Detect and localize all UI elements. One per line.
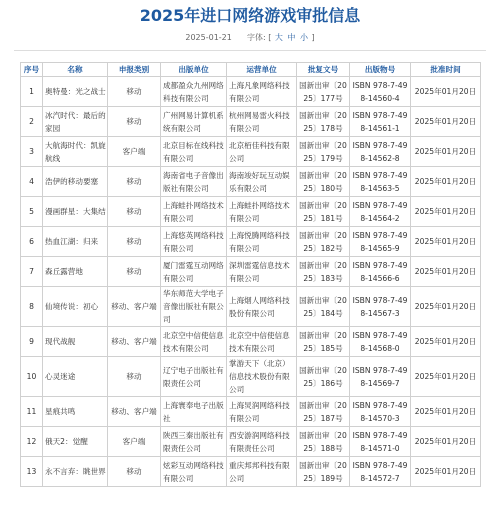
cell-isbn: ISBN 978-7-498-14566-6 <box>350 257 411 287</box>
approval-table <box>20 62 481 487</box>
cell-approval-date: 2025年01月20日 <box>411 357 481 397</box>
cell-index: 6 <box>21 227 43 257</box>
cell-index: 11 <box>21 397 43 427</box>
cell-operator: 海南竣好玩互动娱乐有限公司 <box>227 167 297 197</box>
cell-isbn: ISBN 978-7-498-14570-3 <box>350 397 411 427</box>
cell-operator: 上海蛙扑网络技术有限公司 <box>227 197 297 227</box>
table-row <box>21 357 481 397</box>
cell-approval-no: 国新出审〔2025〕178号 <box>297 107 350 137</box>
cell-publisher: 海南省电子音像出版社有限公司 <box>161 167 227 197</box>
table-row <box>21 77 481 107</box>
cell-index: 3 <box>21 137 43 167</box>
cell-name: 现代战舰 <box>43 327 108 357</box>
cell-isbn: ISBN 978-7-498-14562-8 <box>350 137 411 167</box>
cell-operator: 杭州网易雷火科技有限公司 <box>227 107 297 137</box>
cell-category: 客户端 <box>108 427 161 457</box>
cell-category: 移动 <box>108 257 161 287</box>
cell-approval-date: 2025年01月20日 <box>411 327 481 357</box>
cell-category: 移动 <box>108 197 161 227</box>
column-header-approval-no: 批复文号 <box>297 63 350 77</box>
cell-approval-no: 国新出审〔2025〕188号 <box>297 427 350 457</box>
font-size-bracket-close: ] <box>311 33 315 42</box>
cell-category: 移动 <box>108 457 161 487</box>
cell-publisher: 厦门雷霆互动网络有限公司 <box>161 257 227 287</box>
table-row <box>21 197 481 227</box>
cell-index: 12 <box>21 427 43 457</box>
cell-name: 永不言弃：眺世界 <box>43 457 108 487</box>
cell-publisher: 上海蛙扑网络技术有限公司 <box>161 197 227 227</box>
cell-operator: 深圳雷霆信息技术有限公司 <box>227 257 297 287</box>
cell-index: 1 <box>21 77 43 107</box>
cell-operator: 西安游润网络科技有限责任公司 <box>227 427 297 457</box>
column-header-name: 名称 <box>43 63 108 77</box>
cell-isbn: ISBN 978-7-498-14565-9 <box>350 227 411 257</box>
cell-isbn: ISBN 978-7-498-14560-4 <box>350 77 411 107</box>
page-title: 2025年进口网络游戏审批信息 <box>139 6 361 25</box>
cell-operator: 北京空中信使信息技术有限公司 <box>227 327 297 357</box>
cell-approval-date: 2025年01月20日 <box>411 397 481 427</box>
cell-publisher: 华东师范大学电子音像出版社有限公司 <box>161 287 227 327</box>
table-body <box>21 77 481 487</box>
cell-approval-no: 国新出审〔2025〕184号 <box>297 287 350 327</box>
cell-isbn: ISBN 978-7-498-14564-2 <box>350 197 411 227</box>
cell-index: 4 <box>21 167 43 197</box>
cell-publisher: 北京目标在线科技有限公司 <box>161 137 227 167</box>
cell-category: 移动 <box>108 107 161 137</box>
cell-publisher: 炫彩互动网络科技有限公司 <box>161 457 227 487</box>
font-size-large-option[interactable]: 大 <box>274 33 283 42</box>
cell-approval-date: 2025年01月20日 <box>411 427 481 457</box>
table-row <box>21 257 481 287</box>
column-header-operator: 运营单位 <box>227 63 297 77</box>
cell-index: 2 <box>21 107 43 137</box>
cell-category: 移动 <box>108 77 161 107</box>
cell-approval-date: 2025年01月20日 <box>411 107 481 137</box>
cell-isbn: ISBN 978-7-498-14569-7 <box>350 357 411 397</box>
column-header-approval-date: 批准时间 <box>411 63 481 77</box>
cell-approval-no: 国新出审〔2025〕185号 <box>297 327 350 357</box>
cell-isbn: ISBN 978-7-498-14561-1 <box>350 107 411 137</box>
cell-approval-no: 国新出审〔2025〕189号 <box>297 457 350 487</box>
table-row <box>21 287 481 327</box>
column-header-category: 申报类别 <box>108 63 161 77</box>
font-size-bracket-open: [ <box>268 33 272 42</box>
cell-name: 俄天2：觉醒 <box>43 427 108 457</box>
cell-name: 冰汽时代：最后的家园 <box>43 107 108 137</box>
cell-index: 9 <box>21 327 43 357</box>
cell-name: 热血江湖：归来 <box>43 227 108 257</box>
cell-approval-date: 2025年01月20日 <box>411 287 481 327</box>
cell-operator: 上海悦腾网络科技有限公司 <box>227 227 297 257</box>
cell-name: 森丘露营地 <box>43 257 108 287</box>
cell-name: 仙境传说：初心 <box>43 287 108 327</box>
cell-name: 漫画群星：大集结 <box>43 197 108 227</box>
cell-approval-no: 国新出审〔2025〕183号 <box>297 257 350 287</box>
divider <box>14 50 486 51</box>
font-size-medium-option[interactable]: 中 <box>287 33 296 42</box>
publish-date: 2025-01-21 <box>185 33 232 42</box>
cell-publisher: 成都盈众九州网络科技有限公司 <box>161 77 227 107</box>
cell-operator: 北京栢佳科技有限公司 <box>227 137 297 167</box>
cell-index: 13 <box>21 457 43 487</box>
cell-index: 8 <box>21 287 43 327</box>
cell-publisher: 北京空中信使信息技术有限公司 <box>161 327 227 357</box>
cell-name: 星痕共鸣 <box>43 397 108 427</box>
font-size-small-option[interactable]: 小 <box>299 33 308 42</box>
article-meta <box>0 32 500 44</box>
cell-category: 移动、客户端 <box>108 327 161 357</box>
cell-approval-no: 国新出审〔2025〕180号 <box>297 167 350 197</box>
cell-approval-no: 国新出审〔2025〕187号 <box>297 397 350 427</box>
cell-name: 大航海时代：凯旋航线 <box>43 137 108 167</box>
cell-index: 10 <box>21 357 43 397</box>
table-row <box>21 327 481 357</box>
cell-approval-date: 2025年01月20日 <box>411 457 481 487</box>
cell-isbn: ISBN 978-7-498-14568-0 <box>350 327 411 357</box>
table-header-row <box>21 63 481 77</box>
table-row <box>21 167 481 197</box>
cell-approval-no: 国新出审〔2025〕186号 <box>297 357 350 397</box>
cell-operator: 上海烟人网络科技股份有限公司 <box>227 287 297 327</box>
cell-name: 奥特曼：光之战士 <box>43 77 108 107</box>
cell-isbn: ISBN 978-7-498-14571-0 <box>350 427 411 457</box>
table-row <box>21 397 481 427</box>
cell-approval-no: 国新出审〔2025〕181号 <box>297 197 350 227</box>
column-header-isbn: 出版物号 <box>350 63 411 77</box>
cell-isbn: ISBN 978-7-498-14572-7 <box>350 457 411 487</box>
cell-publisher: 陕西三秦出版社有限责任公司 <box>161 427 227 457</box>
cell-approval-date: 2025年01月20日 <box>411 167 481 197</box>
table-row <box>21 227 481 257</box>
table-row <box>21 107 481 137</box>
cell-isbn: ISBN 978-7-498-14567-3 <box>350 287 411 327</box>
cell-isbn: ISBN 978-7-498-14563-5 <box>350 167 411 197</box>
cell-approval-date: 2025年01月20日 <box>411 77 481 107</box>
cell-publisher: 辽宁电子出版社有限责任公司 <box>161 357 227 397</box>
column-header-index: 序号 <box>21 63 43 77</box>
cell-name: 浩伊的移动要塞 <box>43 167 108 197</box>
cell-category: 移动、客户端 <box>108 287 161 327</box>
cell-category: 移动 <box>108 227 161 257</box>
cell-operator: 上海凡象网络科技有限公司 <box>227 77 297 107</box>
column-header-publisher: 出版单位 <box>161 63 227 77</box>
cell-approval-no: 国新出审〔2025〕179号 <box>297 137 350 167</box>
cell-approval-date: 2025年01月20日 <box>411 197 481 227</box>
cell-category: 移动、客户端 <box>108 397 161 427</box>
cell-approval-date: 2025年01月20日 <box>411 257 481 287</box>
font-size-label: 字体: <box>246 33 266 42</box>
cell-category: 客户端 <box>108 137 161 167</box>
cell-name: 心灵迷途 <box>43 357 108 397</box>
cell-approval-date: 2025年01月20日 <box>411 227 481 257</box>
cell-index: 7 <box>21 257 43 287</box>
cell-category: 移动 <box>108 357 161 397</box>
cell-category: 移动 <box>108 167 161 197</box>
cell-publisher: 上海寰奉电子出版社 <box>161 397 227 427</box>
cell-operator: 掌游天下（北京）信息技术股份有限公司 <box>227 357 297 397</box>
cell-operator: 上海炅润网络科技有限公司 <box>227 397 297 427</box>
table-row <box>21 427 481 457</box>
table-row <box>21 137 481 167</box>
cell-approval-date: 2025年01月20日 <box>411 137 481 167</box>
cell-publisher: 广州网易计算机系统有限公司 <box>161 107 227 137</box>
cell-approval-no: 国新出审〔2025〕182号 <box>297 227 350 257</box>
cell-operator: 重庆邦邦科技有限公司 <box>227 457 297 487</box>
cell-publisher: 上海悠英网络科技有限公司 <box>161 227 227 257</box>
cell-index: 5 <box>21 197 43 227</box>
cell-approval-no: 国新出审〔2025〕177号 <box>297 77 350 107</box>
table-row <box>21 457 481 487</box>
